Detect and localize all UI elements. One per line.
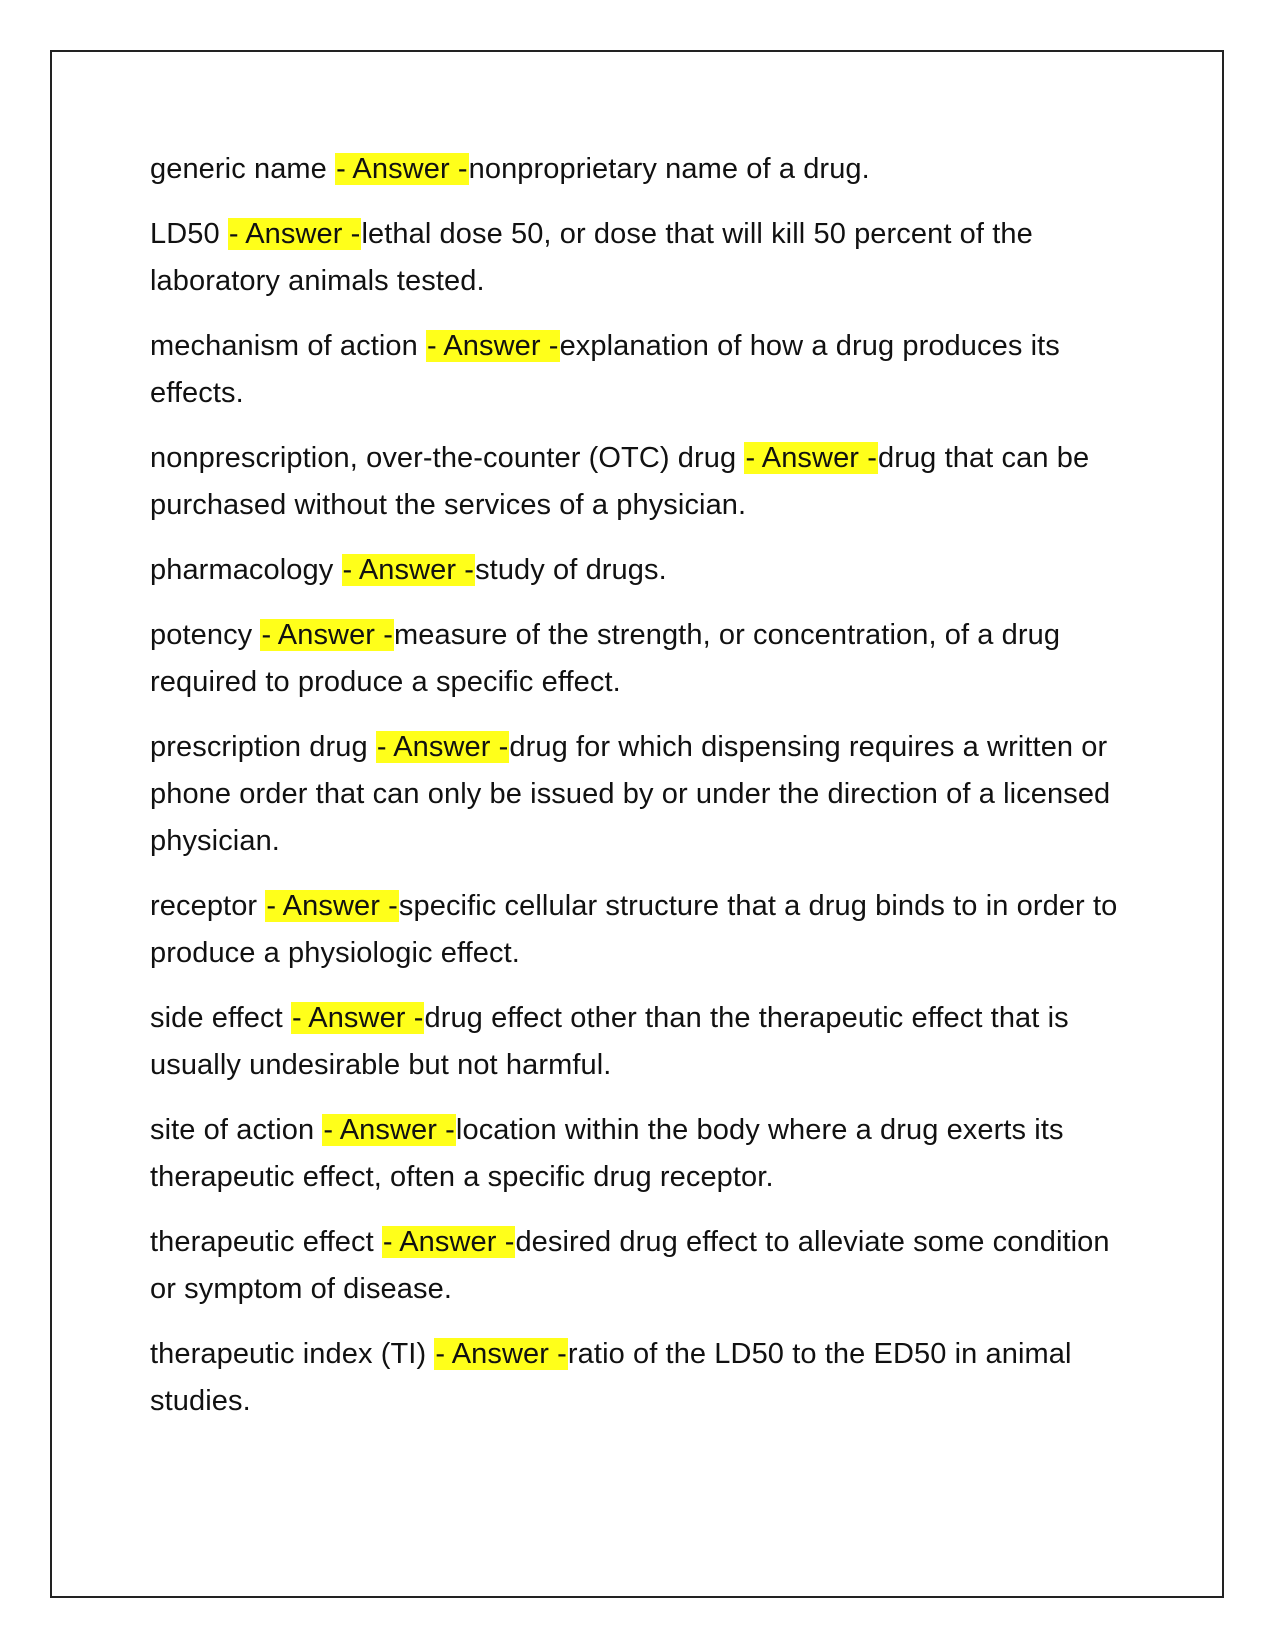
answer-highlight: - Answer - xyxy=(291,1002,424,1034)
answer-highlight: - Answer - xyxy=(745,442,877,474)
entry-term: mechanism of action xyxy=(150,330,418,362)
entry-term: nonprescription, over-the-counter (OTC) drug xyxy=(150,442,737,474)
answer-highlight: - Answer - xyxy=(435,1338,567,1370)
entry-definition: drug for which dispensing requires a written or phone order that can only be issued by or under the direction of a licensed physician. xyxy=(150,731,1111,857)
entry-ld50 xyxy=(150,211,1130,305)
entry-term: potency xyxy=(150,619,253,651)
answer-highlight: - Answer - xyxy=(427,330,559,362)
entry-receptor xyxy=(150,883,1130,977)
entry-potency xyxy=(150,612,1130,706)
entry-definition: specific cellular structure that a drug binds to in order to produce a physiologic effect. xyxy=(150,890,1118,969)
answer-highlight: - Answer - xyxy=(382,1226,515,1258)
entry-definition: measure of the strength, or concentration, of a drug required to produce a specific effect. xyxy=(150,619,1061,698)
entry-site-of-action xyxy=(150,1107,1130,1201)
entry-therapeutic-effect xyxy=(150,1219,1130,1313)
entry-term: generic name xyxy=(150,153,327,185)
answer-highlight: - Answer - xyxy=(376,731,509,763)
answer-highlight: - Answer - xyxy=(261,619,393,651)
answer-highlight: - Answer - xyxy=(323,1114,455,1146)
entry-term: site of action xyxy=(150,1114,315,1146)
entry-term: side effect xyxy=(150,1002,283,1034)
entry-definition: drug effect other than the therapeutic effect that is usually undesirable but not harmful. xyxy=(150,1002,1069,1081)
entry-definition: location within the body where a drug exerts its therapeutic effect, often a specific drug receptor. xyxy=(150,1114,1064,1193)
entry-generic-name xyxy=(150,146,1130,193)
entry-term: therapeutic index (TI) xyxy=(150,1338,427,1370)
entry-definition: desired drug effect to alleviate some condition or symptom of disease. xyxy=(150,1226,1110,1305)
entry-definition: drug that can be purchased without the services of a physician. xyxy=(150,442,1090,521)
entry-side-effect xyxy=(150,995,1130,1089)
answer-highlight: - Answer - xyxy=(266,890,398,922)
entry-definition: study of drugs. xyxy=(475,554,667,586)
entry-term: therapeutic effect xyxy=(150,1226,374,1258)
answer-highlight: - Answer - xyxy=(336,153,468,185)
entry-definition: ratio of the LD50 to the ED50 in animal studies. xyxy=(150,1338,1072,1417)
answer-highlight: - Answer - xyxy=(228,218,361,250)
entry-definition: lethal dose 50, or dose that will kill 50 percent of the laboratory animals tested. xyxy=(150,218,1033,297)
entry-otc-drug xyxy=(150,435,1130,529)
entry-term: pharmacology xyxy=(150,554,334,586)
entry-definition: nonproprietary name of a drug. xyxy=(468,153,870,185)
answer-highlight: - Answer - xyxy=(342,554,475,586)
entry-prescription-drug xyxy=(150,724,1130,865)
entry-pharmacology xyxy=(150,547,1130,594)
entry-term: receptor xyxy=(150,890,258,922)
entry-therapeutic-index xyxy=(150,1331,1130,1425)
entry-definition: explanation of how a drug produces its effects. xyxy=(150,330,1060,409)
entry-term: prescription drug xyxy=(150,731,368,763)
flashcard-list xyxy=(150,146,1130,1443)
entry-term: LD50 xyxy=(150,218,220,250)
entry-mechanism-of-action xyxy=(150,323,1130,417)
